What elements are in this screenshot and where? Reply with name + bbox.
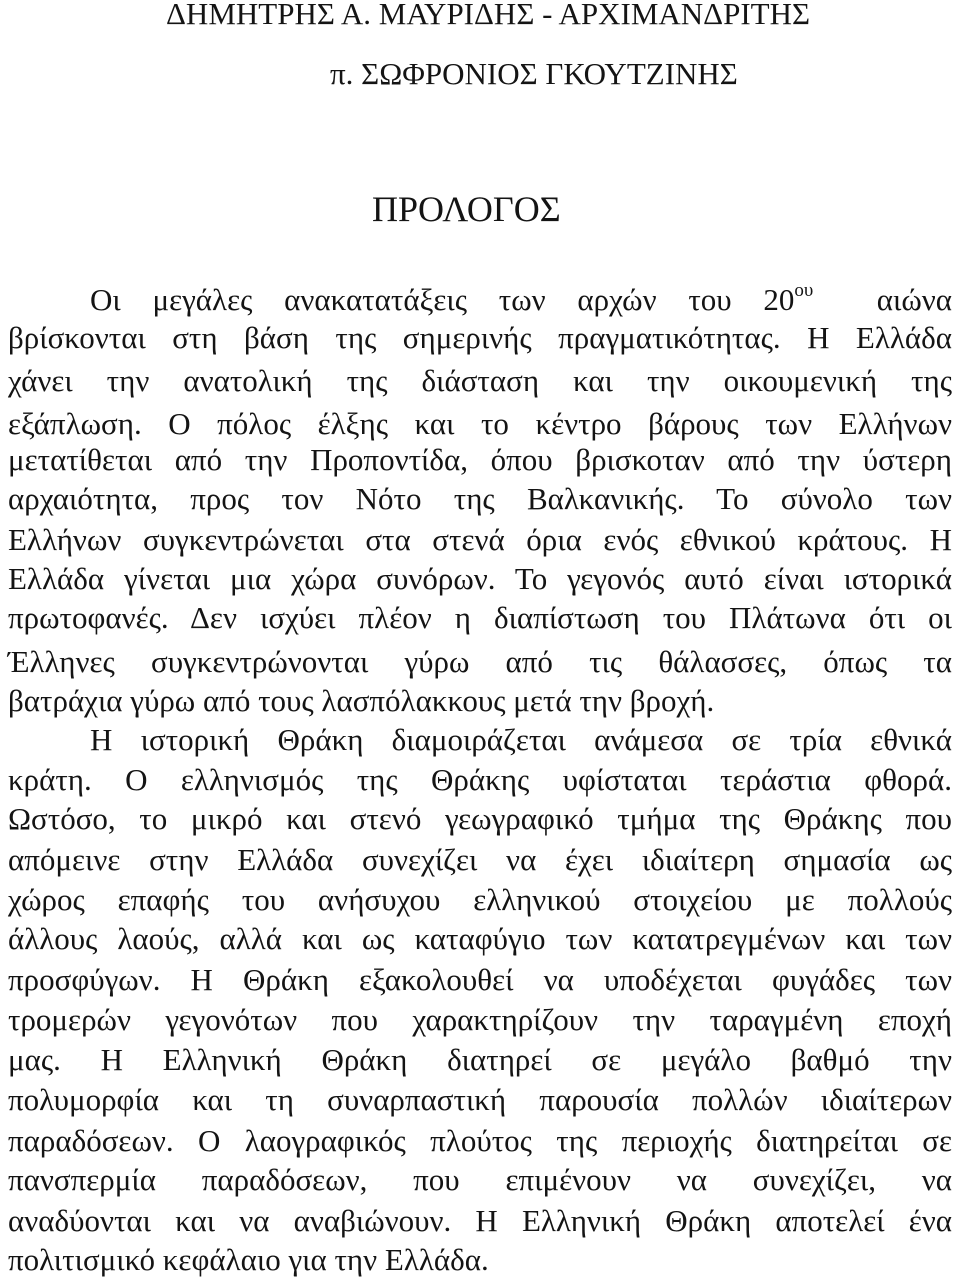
text-line: άλλους λαούς, αλλά και ως καταφύγιο των κατατρεγμένων και των xyxy=(8,921,952,956)
text-line: παραδόσεων. Ο λαογραφικός πλούτος της περιοχής διατηρείται σε xyxy=(8,1123,952,1158)
text-line: κράτη. Ο ελληνισμός της Θράκης υφίσταται τεράστια φθορά. xyxy=(8,762,952,797)
text-line: πολιτισμικό κεφάλαιο για την Ελλάδα. xyxy=(8,1242,489,1277)
text-line: αρχαιότητα, προς τον Νότο της Βαλκανικής. Το σύνολο των xyxy=(8,481,952,516)
text-line: πρωτοφανές. Δεν ισχύει πλέον η διαπίστωση του Πλάτωνα ότι οι xyxy=(8,600,952,635)
text-line: προσφύγων. Η Θράκη εξακολουθεί να υποδέχεται φυγάδες των xyxy=(8,962,952,997)
text-line: Ελλήνων συγκεντρώνεται στα στενά όρια ενός εθνικού κράτους. Η xyxy=(8,522,952,557)
text-line: βατράχια γύρω από τους λασπόλακκους μετά την βροχή. xyxy=(8,683,715,718)
text-line: τρομερών γεγονότων που χαρακτηρίζουν την ταραγμένη εποχή xyxy=(8,1002,952,1037)
authors-line-2: π. ΣΩΦΡΟΝΙΟΣ ΓΚΟΥΤΖΙΝΗΣ xyxy=(330,56,738,91)
authors-line-1: ΔΗΜΗΤΡΗΣ Α. ΜΑΥΡΙΔΗΣ - ΑΡΧΙΜΑΝΔΡΙΤΗΣ xyxy=(166,0,811,31)
text-line: μας. Η Ελληνική Θράκη διατηρεί σε μεγάλο βαθμό την xyxy=(8,1042,952,1077)
text-line: πανσπερμία παραδόσεων, που επιμένουν να συνεχίζει, να xyxy=(8,1162,952,1197)
text-line: εξάπλωση. Ο πόλος έλξης και το κέντρο βάρους των Ελλήνων xyxy=(8,406,952,441)
text-line: Έλληνες συγκεντρώνονται γύρω από τις θάλασσες, όπως τα xyxy=(8,644,952,679)
page-title: ΠΡΟΛΟΓΟΣ xyxy=(372,189,561,229)
text-line: Ωστόσο, το μικρό και στενό γεωγραφικό τμήμα της Θράκης που xyxy=(8,801,952,836)
text-line: χώρος επαφής του ανήσυχου ελληνικού στοιχείου με πολλούς xyxy=(8,882,952,917)
superscript-ordinal: ου xyxy=(794,279,814,301)
text-line-first xyxy=(90,280,952,320)
text-line: βρίσκονται στη βάση της σημερινής πραγματικότητας. Η Ελλάδα xyxy=(8,320,952,355)
text-line: απόμεινε στην Ελλάδα συνεχίζει να έχει ιδιαίτερη σημασία ως xyxy=(8,842,952,877)
text-line: αναδύονται και να αναβιώνουν. Η Ελληνική Θράκη αποτελεί ένα xyxy=(8,1203,952,1238)
text-line: Ελλάδα γίνεται μια χώρα συνόρων. Το γεγονός αυτό είναι ιστορικά xyxy=(8,561,952,596)
first-line-text: Οι μεγάλες ανακατατάξεις των αρχών του 20 xyxy=(90,282,795,317)
text-line: μετατίθεται από την Προποντίδα, όπου βρισκοταν από την ύστερη xyxy=(8,442,952,477)
text-line: πολυμορφία και τη συναρπαστική παρουσία πολλών ιδιαίτερων xyxy=(8,1082,952,1117)
first-line-end: αιώνα xyxy=(876,282,953,317)
text-line: Η ιστορική Θράκη διαμοιράζεται ανάμεσα σε τρία εθνικά xyxy=(90,722,952,757)
text-line: χάνει την ανατολική της διάσταση και την οικουμενική της xyxy=(8,363,952,398)
